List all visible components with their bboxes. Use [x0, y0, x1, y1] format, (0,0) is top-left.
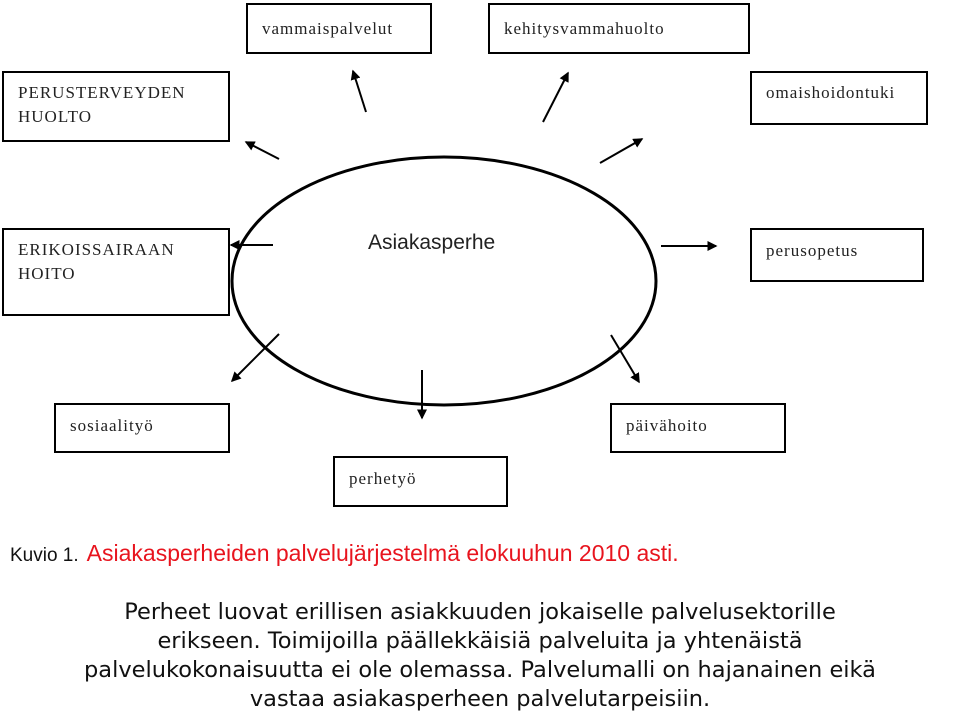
- arrow-to-perusterveydenhuolto: [246, 142, 279, 159]
- box-erikoissairaanhoito-line2: HOITO: [18, 264, 76, 283]
- box-sosiaalityo-label: sosiaalityö: [70, 416, 154, 435]
- box-perusterveydenhuolto-line2: HUOLTO: [18, 107, 93, 126]
- arrow-to-vammaispalvelut: [353, 71, 366, 112]
- caption-prefix: Kuvio 1.: [10, 545, 79, 566]
- box-perusterveydenhuolto-line1: PERUSTERVEYDEN: [18, 83, 186, 102]
- paragraph-line-4: vastaa asiakasperheen palvelutarpeisiin.: [249, 686, 711, 712]
- description-paragraph: [10, 598, 950, 714]
- box-erikoissairaanhoito-line1: ERIKOISSAIRAAN: [18, 240, 175, 259]
- paragraph-line-3: palvelukokonaisuutta ei ole olemassa. Palvelumalli on hajanainen eikä: [84, 657, 876, 683]
- box-omaishoidontuki-label: omaishoidontuki: [766, 83, 896, 102]
- arrow-to-omaishoidontuki: [600, 139, 642, 163]
- figure-caption: [10, 540, 679, 567]
- box-vammaispalvelut-label: vammaispalvelut: [262, 19, 394, 38]
- arrow-to-kehitysvammahuolto: [543, 73, 568, 122]
- box-perhetyo-label: perhetyö: [349, 469, 417, 488]
- box-paivahoito-label: päivähoito: [626, 416, 708, 435]
- arrow-to-sosiaalityo: [232, 334, 279, 381]
- box-kehitysvammahuolto-label: kehitysvammahuolto: [504, 19, 665, 38]
- paragraph-line-2: erikseen. Toimijoilla päällekkäisiä palveluita ja yhtenäistä: [157, 628, 803, 654]
- paragraph-line-1: Perheet luovat erillisen asiakkuuden jokaiselle palvelusektorille: [124, 599, 836, 625]
- center-label: Asiakasperhe: [368, 231, 496, 254]
- center-ellipse: [232, 157, 656, 405]
- box-perusopetus-label: perusopetus: [766, 241, 859, 260]
- caption-title: Asiakasperheiden palvelujärjestelmä elokuuhun 2010 asti.: [86, 540, 679, 566]
